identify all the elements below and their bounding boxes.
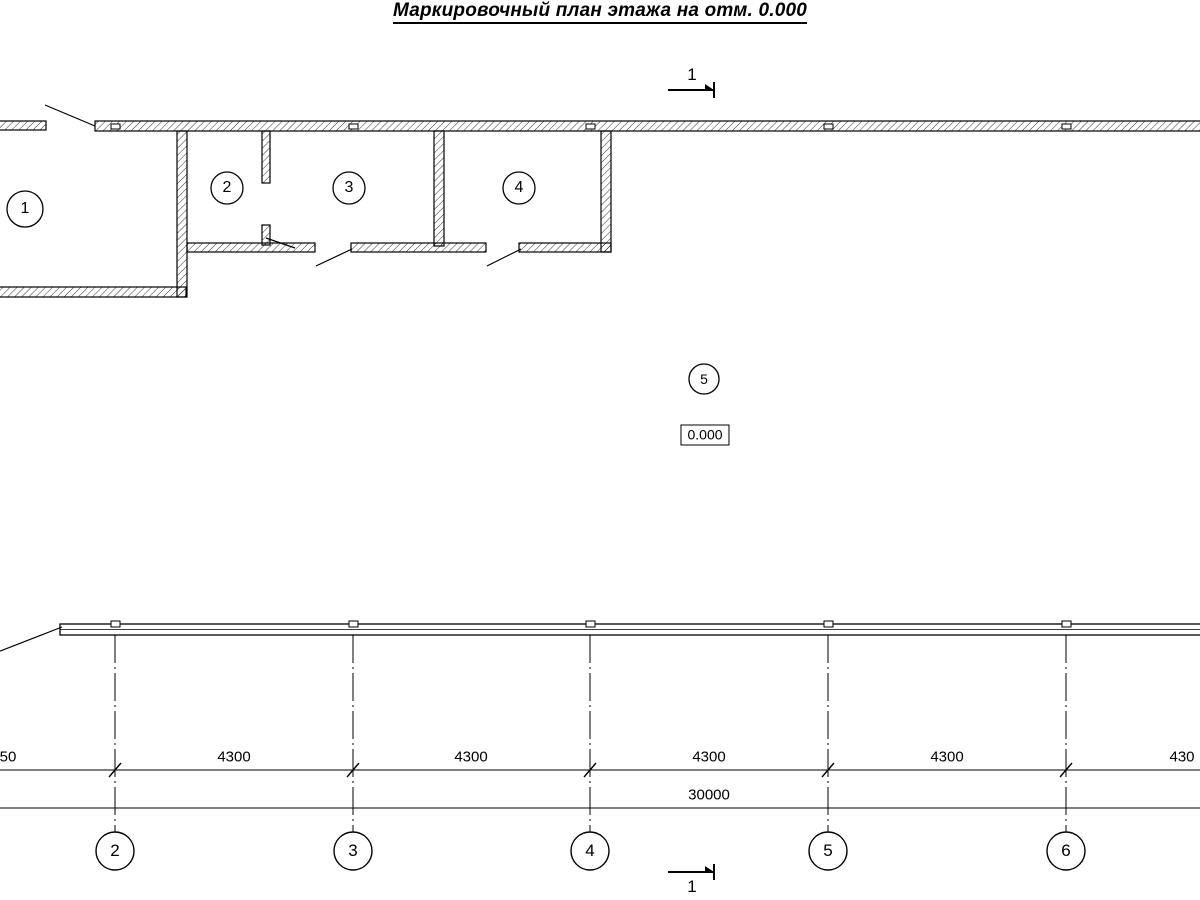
dimension-segment-5: 430	[1169, 748, 1195, 766]
section-label-bottom: 1	[687, 877, 697, 896]
room-bubble-4: 4	[514, 179, 524, 196]
plan-walls	[0, 105, 1200, 297]
dimension-chain	[0, 763, 1200, 808]
room-bubble-2: 2	[222, 179, 232, 196]
dimension-segment-1: 4300	[217, 748, 251, 766]
axis-lines	[115, 635, 1066, 832]
axis-bubble-6: 6	[1061, 841, 1071, 860]
elevation-marker: 0.000	[680, 425, 729, 446]
room-bubble-1: 1	[20, 200, 30, 217]
room-bubble-5: 5	[700, 371, 708, 387]
dimension-segment-3: 4300	[692, 748, 726, 766]
section-label-top: 1	[687, 65, 697, 84]
axis-bubble-4: 4	[585, 841, 595, 860]
dimension-segment-0: 50	[0, 748, 17, 766]
room-bubble-3: 3	[344, 179, 354, 196]
room-bubble-circles	[7, 172, 719, 394]
axis-bubble-3: 3	[348, 841, 358, 860]
axis-bubble-2: 2	[110, 841, 120, 860]
axis-bubble-5: 5	[823, 841, 833, 860]
sheet-title-text: Маркировочный план этажа на отм. 0.000	[393, 0, 807, 24]
dimension-segment-2: 4300	[454, 748, 488, 766]
dimension-total: 30000	[688, 786, 730, 804]
lower-plan-wall	[0, 621, 1200, 655]
dimension-segment-4: 4300	[930, 748, 964, 766]
